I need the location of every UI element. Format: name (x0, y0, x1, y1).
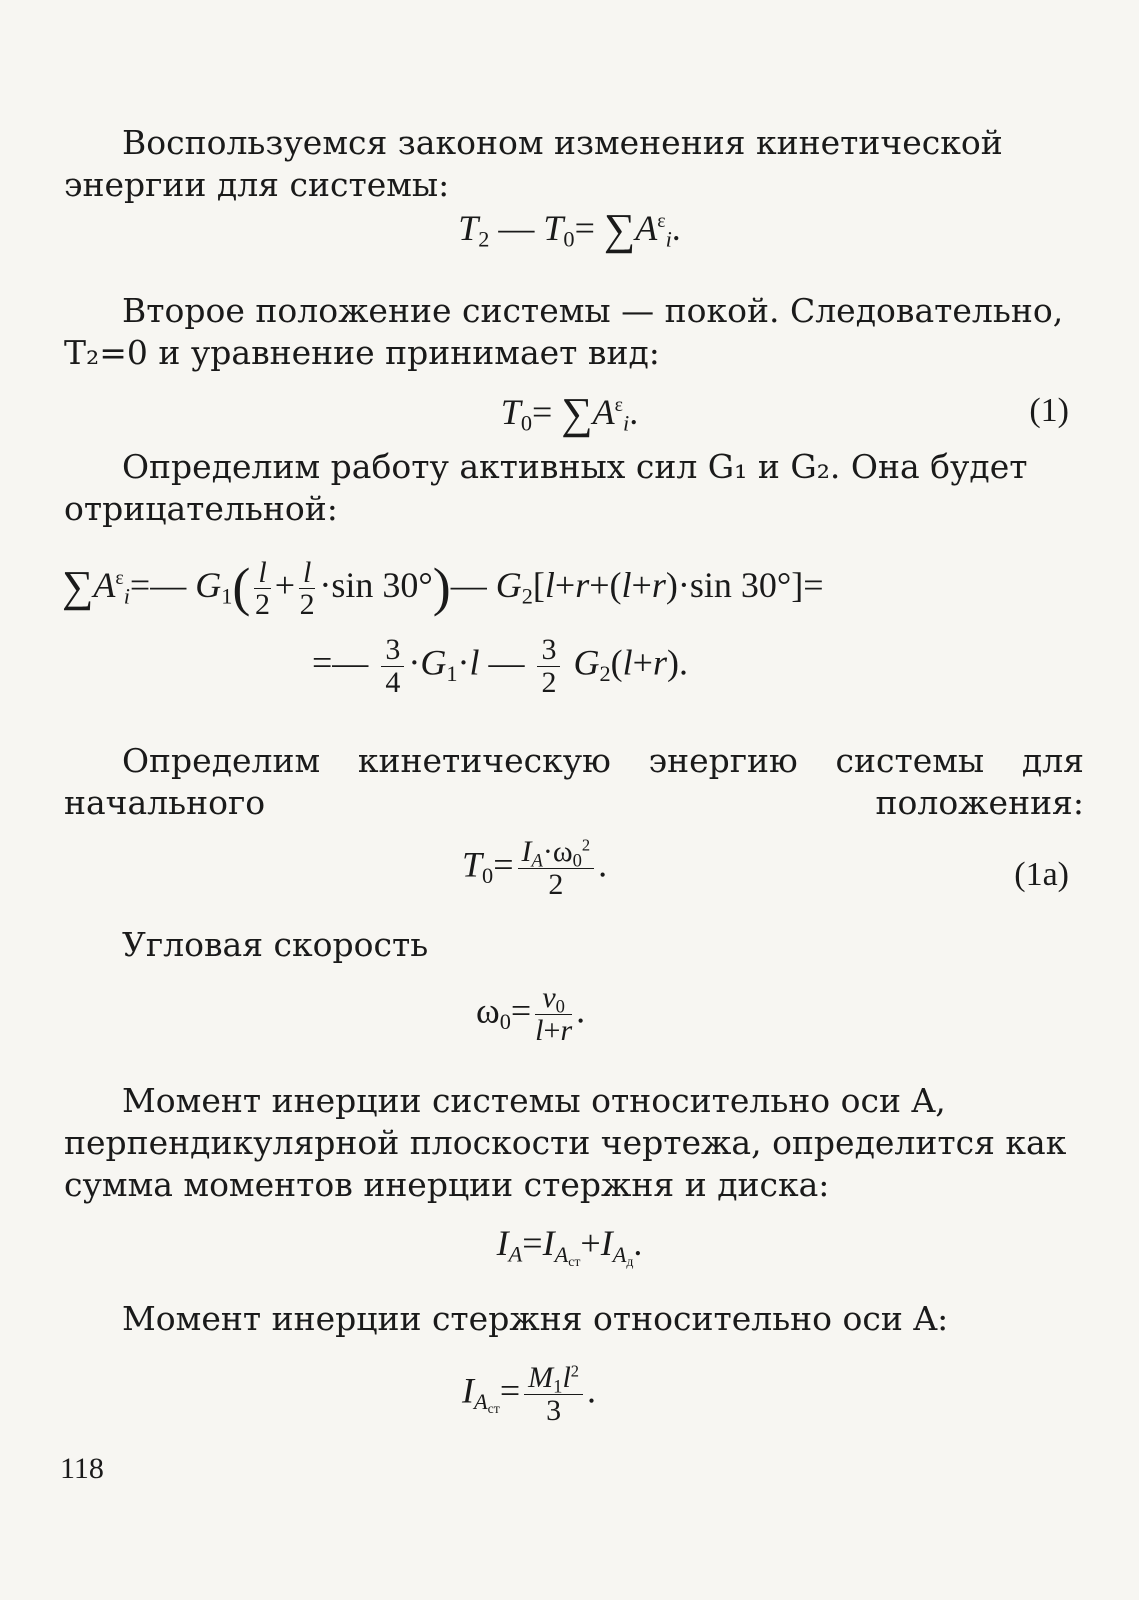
paragraph-5: Угловая скорость (122, 925, 429, 964)
paragraph-7: Момент инерции стержня относительно оси A: (122, 1299, 949, 1338)
formula-energy-theorem: $T_2$ — $T_0= \sum A^\varepsilon_i$. (458, 205, 681, 254)
paragraph-1: Воспользуемся законом изменения кинетической энергии для системы: (64, 123, 1003, 204)
page-number: 118 (60, 1452, 104, 1485)
formula-work-line1: $\sum A^\varepsilon_i=—$ $G_1$( $\frac{l}{2}$ + $\frac{l}{2}$ ·sin 30°)— $G_2[l+r+(l+r)\cdot\sin$ 30°]= (62, 555, 824, 622)
formula-inertia-sum: $I_A=I_{A_{ст}}+I_{A_д}$. (496, 1223, 643, 1269)
equation-number-1a: (1a) (1014, 856, 1069, 893)
paragraph-3: Определим работу активных сил G₁ и G₂. Она будет отрицательной: (64, 447, 1028, 528)
paragraph-2: Второе положение системы — покой. Следовательно, T₂=0 и уравнение принимает вид: (64, 291, 1064, 372)
equation-number-1: (1) (1029, 392, 1069, 429)
formula-1a: $T_0=$ $\frac{I_A\cdot\omega_0^2}{2}$ . (462, 835, 608, 901)
formula-rod-inertia: $I_{A_{ст}}=$ $\frac{M_1l^2}{3}$ . (462, 1361, 597, 1427)
paragraph-4: Определим кинетическую энергию системы для начального положения: (64, 741, 1084, 822)
formula-work-line2: =— $\frac{3}{4}$ $\cdot G_1\cdot l$ — $\frac{3}{2}$ $G_2(l+r)$. (312, 633, 688, 699)
paragraph-6: Момент инерции системы относительно оси A, перпендикулярной плоскости чертежа, определится как сумма моментов инерции стержня и диска: (64, 1081, 1067, 1204)
formula-1: $T_0= \sum A^\varepsilon_i$. (500, 389, 639, 438)
formula-angular-velocity: $\omega_0=$ $\frac{v_0}{l+r}$ . (476, 981, 586, 1047)
